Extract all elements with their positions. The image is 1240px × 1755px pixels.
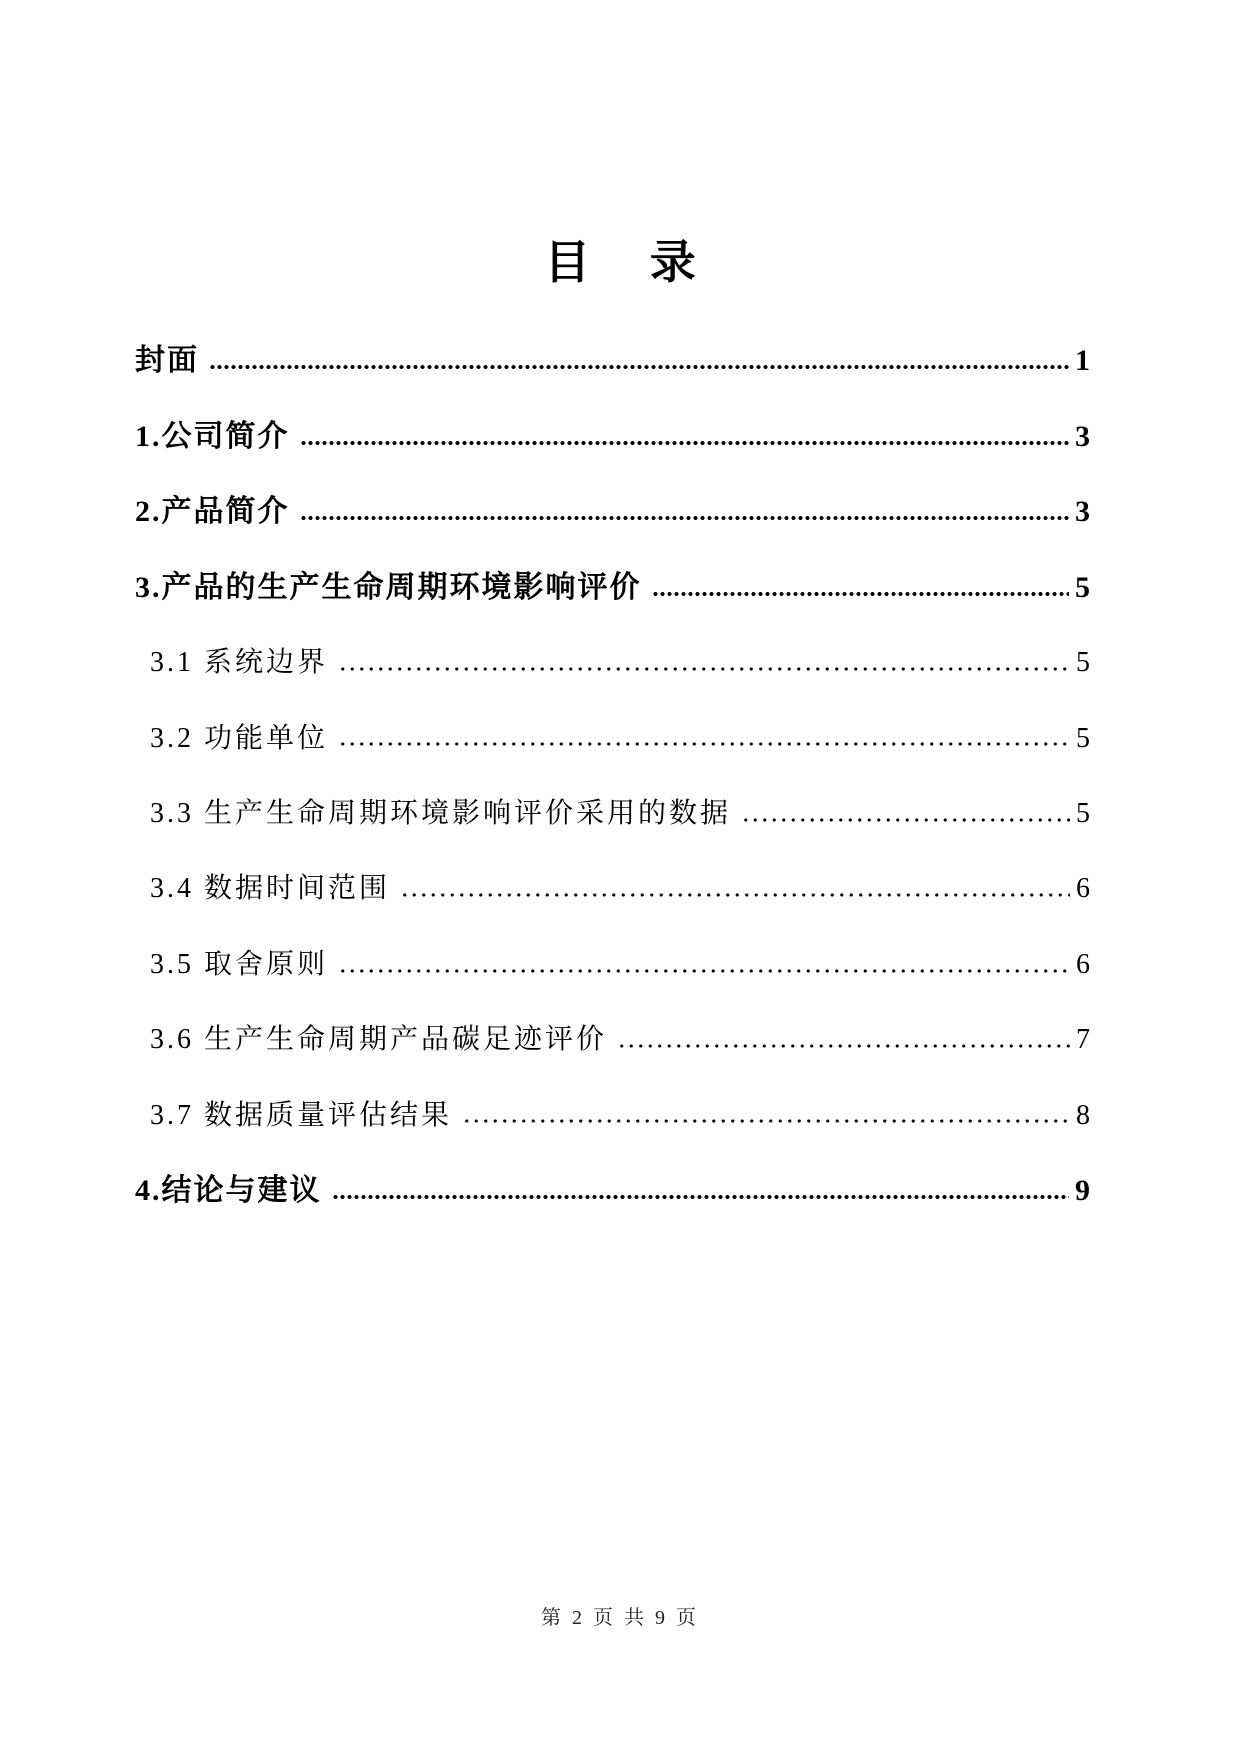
dot-leader xyxy=(338,741,1070,747)
toc-entry[interactable] xyxy=(135,1131,1090,1206)
page-footer xyxy=(0,1601,1240,1630)
toc-entry-page-number: 6 xyxy=(1076,948,1090,980)
toc-entry-page-number: 1 xyxy=(1075,344,1090,378)
toc-entry[interactable] xyxy=(135,830,1090,905)
toc-entry-label: 3.6 生产生命周期产品碳足迹评价 xyxy=(150,1024,608,1056)
toc-entry-page-number: 6 xyxy=(1076,873,1090,905)
toc-entry-label: 4.结论与建议 xyxy=(135,1173,322,1207)
toc-entry[interactable] xyxy=(135,377,1090,452)
toc-entry-page-number: 8 xyxy=(1076,1099,1090,1131)
toc-entry[interactable] xyxy=(135,754,1090,829)
toc-entry-label: 3.5 取舍原则 xyxy=(150,948,329,980)
toc-entry-label: 3.3 生产生命周期环境影响评价采用的数据 xyxy=(150,797,732,829)
toc-entry-label: 封面 xyxy=(135,344,199,378)
dot-leader xyxy=(400,892,1070,898)
toc-entry-page-number: 3 xyxy=(1075,495,1090,529)
toc-entry[interactable] xyxy=(135,604,1090,679)
toc-list xyxy=(135,302,1090,1207)
dot-leader xyxy=(332,1194,1070,1200)
toc-entry-page-number: 5 xyxy=(1076,647,1090,679)
dot-leader xyxy=(300,440,1070,446)
toc-entry-page-number: 5 xyxy=(1076,797,1090,829)
dot-leader xyxy=(617,1043,1070,1049)
page-number-footer: 第 2 页 共 9 页 xyxy=(541,1607,699,1629)
toc-entry-label: 2.产品简介 xyxy=(135,495,290,529)
toc-entry-page-number: 5 xyxy=(1075,570,1090,604)
dot-leader xyxy=(300,515,1070,521)
toc-entry-page-number: 5 xyxy=(1076,722,1090,754)
toc-entry-label: 3.7 数据质量评估结果 xyxy=(150,1099,453,1131)
toc-entry-label: 3.1 系统边界 xyxy=(150,647,329,679)
dot-leader xyxy=(209,364,1069,370)
dot-leader xyxy=(741,817,1070,823)
toc-entry-label: 3.2 功能单位 xyxy=(150,722,329,754)
dot-leader xyxy=(338,666,1070,672)
toc-entry-label: 3.产品的生产生命周期环境影响评价 xyxy=(135,570,642,604)
dot-leader xyxy=(462,1118,1070,1124)
toc-entry-page-number: 7 xyxy=(1076,1024,1090,1056)
toc-title: 目 录 xyxy=(544,237,696,288)
toc-entry[interactable] xyxy=(135,905,1090,980)
dot-leader xyxy=(652,591,1070,597)
toc-entry[interactable] xyxy=(135,981,1090,1056)
toc-entry-label: 1.公司简介 xyxy=(135,419,290,453)
toc-entry[interactable] xyxy=(135,679,1090,754)
toc-entry[interactable] xyxy=(135,528,1090,603)
toc-entry[interactable] xyxy=(135,1056,1090,1131)
toc-entry-label: 3.4 数据时间范围 xyxy=(150,873,391,905)
toc-entry[interactable] xyxy=(135,302,1090,377)
dot-leader xyxy=(338,968,1070,974)
toc-entry-page-number: 9 xyxy=(1075,1173,1090,1207)
toc-entry[interactable] xyxy=(135,453,1090,528)
toc-entry-page-number: 3 xyxy=(1075,419,1090,453)
